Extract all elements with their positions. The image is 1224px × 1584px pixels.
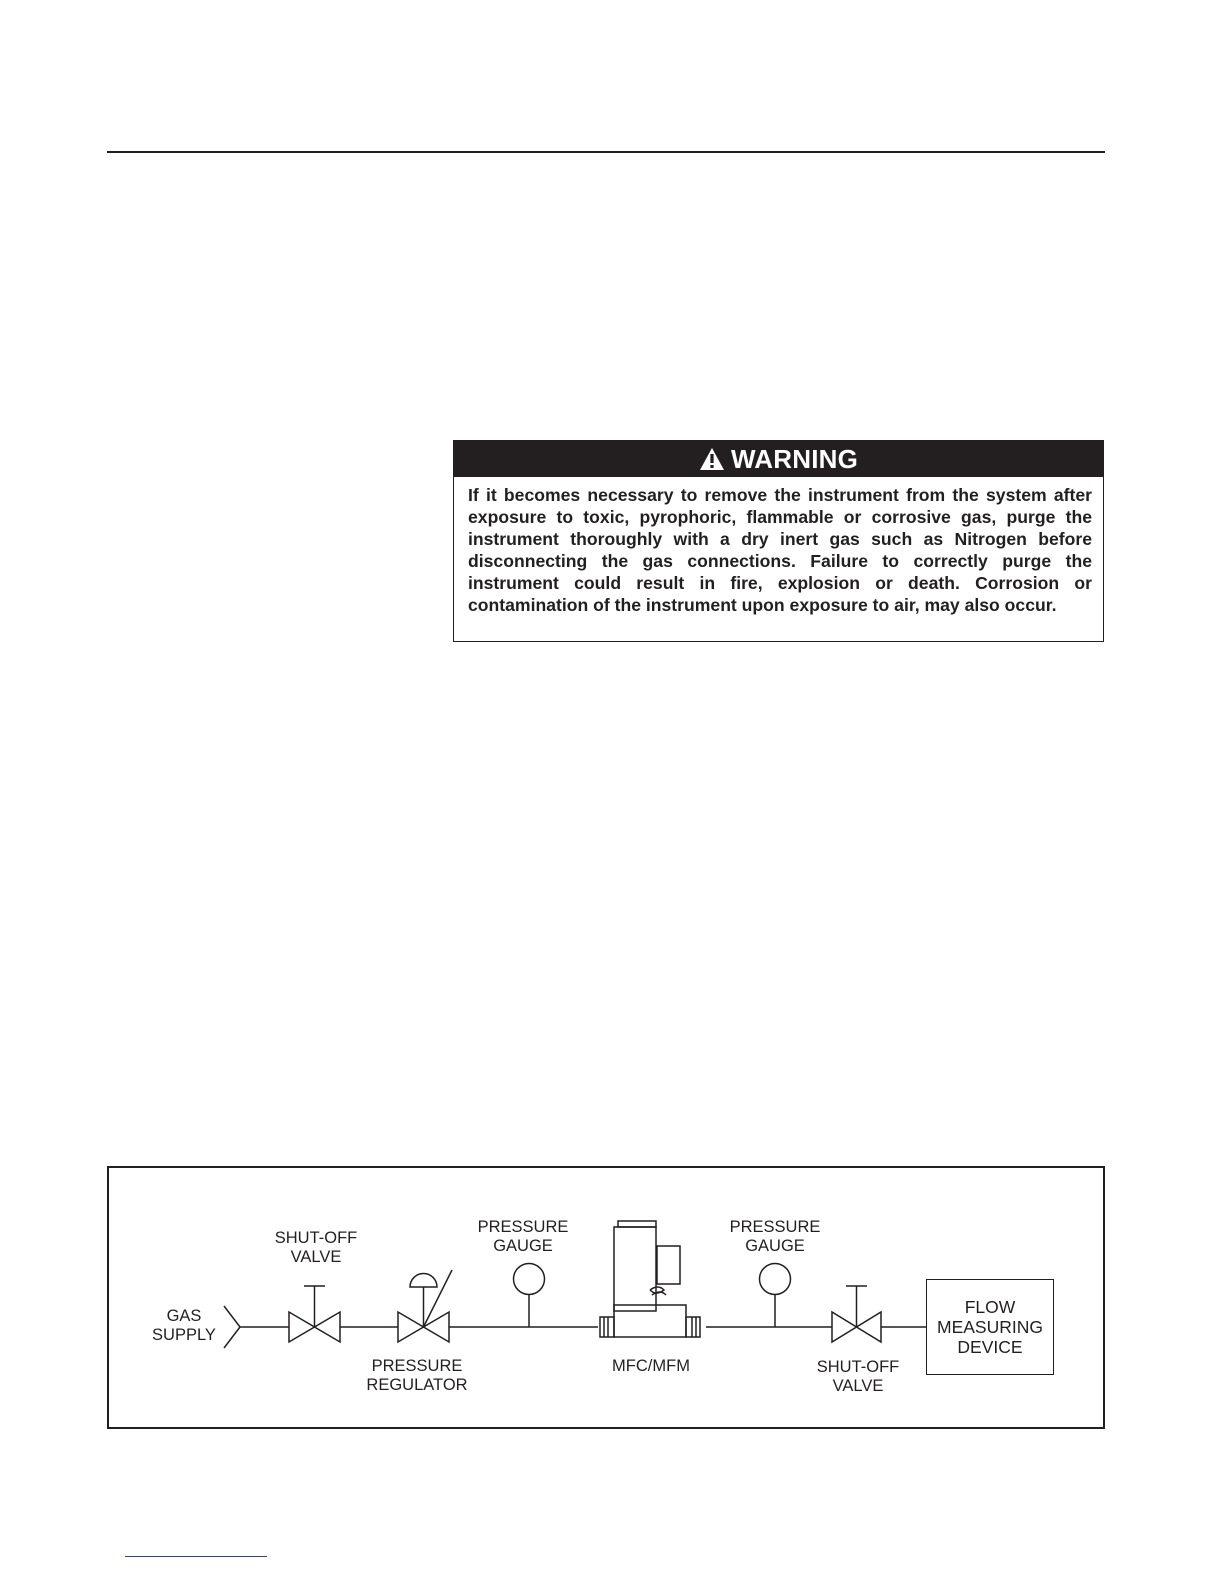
label-line: MEASURING: [937, 1317, 1043, 1337]
pressure-gauge-2-label: [715, 1218, 835, 1256]
mfc-label: [595, 1357, 707, 1376]
label-line: MFC/MFM: [612, 1357, 690, 1375]
mfc-device-icon: [600, 1221, 700, 1337]
shutoff-valve-icon: [832, 1286, 881, 1342]
label-line: PRESSURE: [371, 1357, 463, 1375]
label-line: REGULATOR: [366, 1376, 468, 1394]
label-line: GAS: [166, 1307, 202, 1325]
label-line: PRESSURE: [477, 1218, 569, 1236]
flow-measuring-device: [926, 1279, 1054, 1375]
label-line: FLOW: [964, 1297, 1016, 1317]
label-line: VALVE: [832, 1377, 884, 1395]
footer-rule: [125, 1556, 267, 1557]
label-line: PRESSURE: [729, 1218, 821, 1236]
pressure-regulator-label: [355, 1357, 479, 1395]
label-line: VALVE: [290, 1248, 342, 1266]
pressure-gauge-1-label: [463, 1218, 583, 1256]
warning-text: If it becomes necessary to remove the instrument from the system after exposure to toxic, pyrophoric, flammable or corrosive gas, purge the instrument thoroughly with a dry inert gas such as Nitrogen before disconnecting the gas connections. Failure to correctly purge the instrument could result in fire, explosion or death. Corrosion or contamination of the instrument upon exposure to air, may also occur.: [468, 485, 1092, 615]
shutoff-valve-icon: [289, 1286, 340, 1342]
label-line: SHUT-OFF: [816, 1358, 900, 1376]
pressure-regulator-icon: [398, 1270, 452, 1342]
shutoff-valve-2-label: [805, 1358, 911, 1396]
label-line: GAUGE: [493, 1237, 553, 1255]
pressure-gauge-icon: [760, 1264, 791, 1328]
shutoff-valve-1-label: [263, 1229, 369, 1267]
label-line: SUPPLY: [152, 1326, 216, 1344]
gas-supply-label: [146, 1307, 222, 1345]
warning-title: WARNING: [730, 443, 859, 474]
pressure-gauge-icon: [514, 1264, 545, 1328]
label-line: DEVICE: [957, 1337, 1023, 1357]
gas-supply-inlet-icon: [224, 1306, 240, 1348]
label-line: GAUGE: [745, 1237, 805, 1255]
label-line: SHUT-OFF: [274, 1229, 358, 1247]
